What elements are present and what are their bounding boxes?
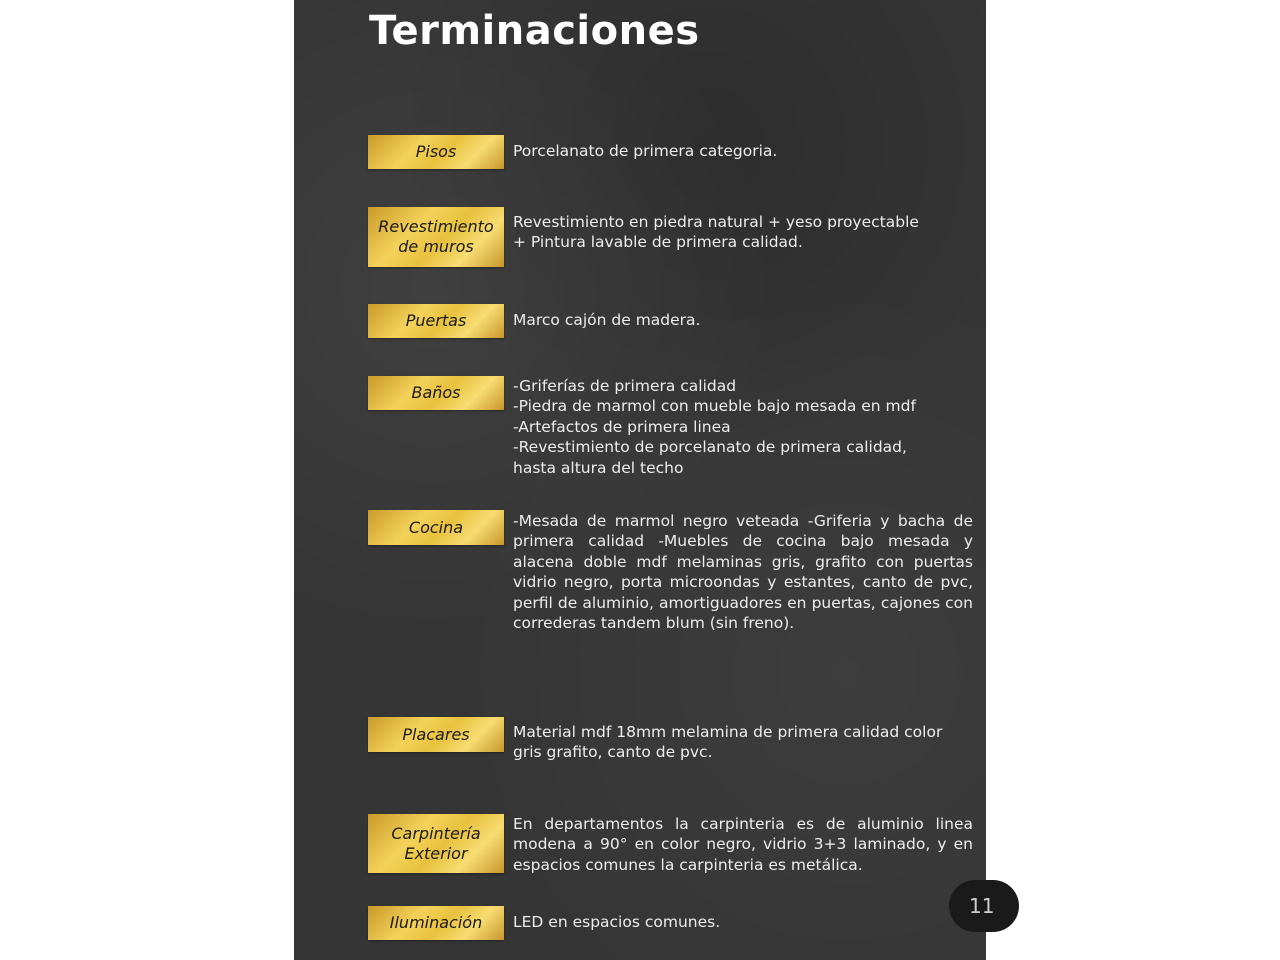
label-text: Baños: [411, 383, 461, 402]
label-revestimiento: [368, 207, 504, 267]
description-iluminacion: LED en espacios comunes.: [513, 913, 721, 931]
description-puertas: Marco cajón de madera.: [513, 311, 701, 329]
label-text: Puertas: [405, 311, 467, 330]
label-text: Cocina: [408, 517, 464, 537]
label-pisos: [368, 135, 504, 169]
label-iluminacion: [368, 906, 504, 940]
label-carpinteria: [368, 814, 504, 873]
document-page: [294, 0, 995, 960]
label-text: Pisos: [415, 142, 457, 161]
page-title: Terminaciones: [369, 8, 700, 54]
label-puertas: [368, 304, 504, 338]
label-text: Placares: [402, 724, 470, 744]
label-cocina: [368, 510, 504, 545]
label-placares: [368, 717, 504, 752]
description-pisos: Porcelanato de primera categoria.: [513, 142, 778, 160]
description-revestimiento: Revestimiento en piedra natural + yeso proyectable + Pintura lavable de primera calidad.: [513, 213, 919, 252]
description-banos: -Griferías de primera calidad -Piedra de marmol con mueble bajo mesada en mdf -Artefactos de primera linea -Revestimiento de porcelanato de primera calidad, hasta altura del techo: [513, 377, 916, 477]
description-cocina: -Mesada de marmol negro veteada -Griferia y bacha de primera calidad -Muebles de cocina bajo mesada y alacena doble mdf melaminas gris, grafito con puertas vidrio negro, porta microondas y estantes, canto de pvc, perfil de aluminio, amortiguadores en puertas, cajones con correderas tandem blum (sin freno).: [513, 512, 973, 633]
page-number-badge: 11: [949, 880, 1019, 932]
label-text: Carpintería Exterior: [391, 823, 481, 863]
description-carpinteria: En departamentos la carpinteria es de aluminio linea modena a 90° en color negro, vidrio 3+3 laminado, y en espacios comunes la carpinteria es metálica.: [513, 815, 973, 874]
label-text: Revestimiento de muros: [378, 217, 494, 256]
description-placares: Material mdf 18mm melamina de primera calidad color gris grafito, canto de pvc.: [513, 723, 943, 762]
label-banos: [368, 376, 504, 410]
label-text: Iluminación: [389, 913, 483, 932]
